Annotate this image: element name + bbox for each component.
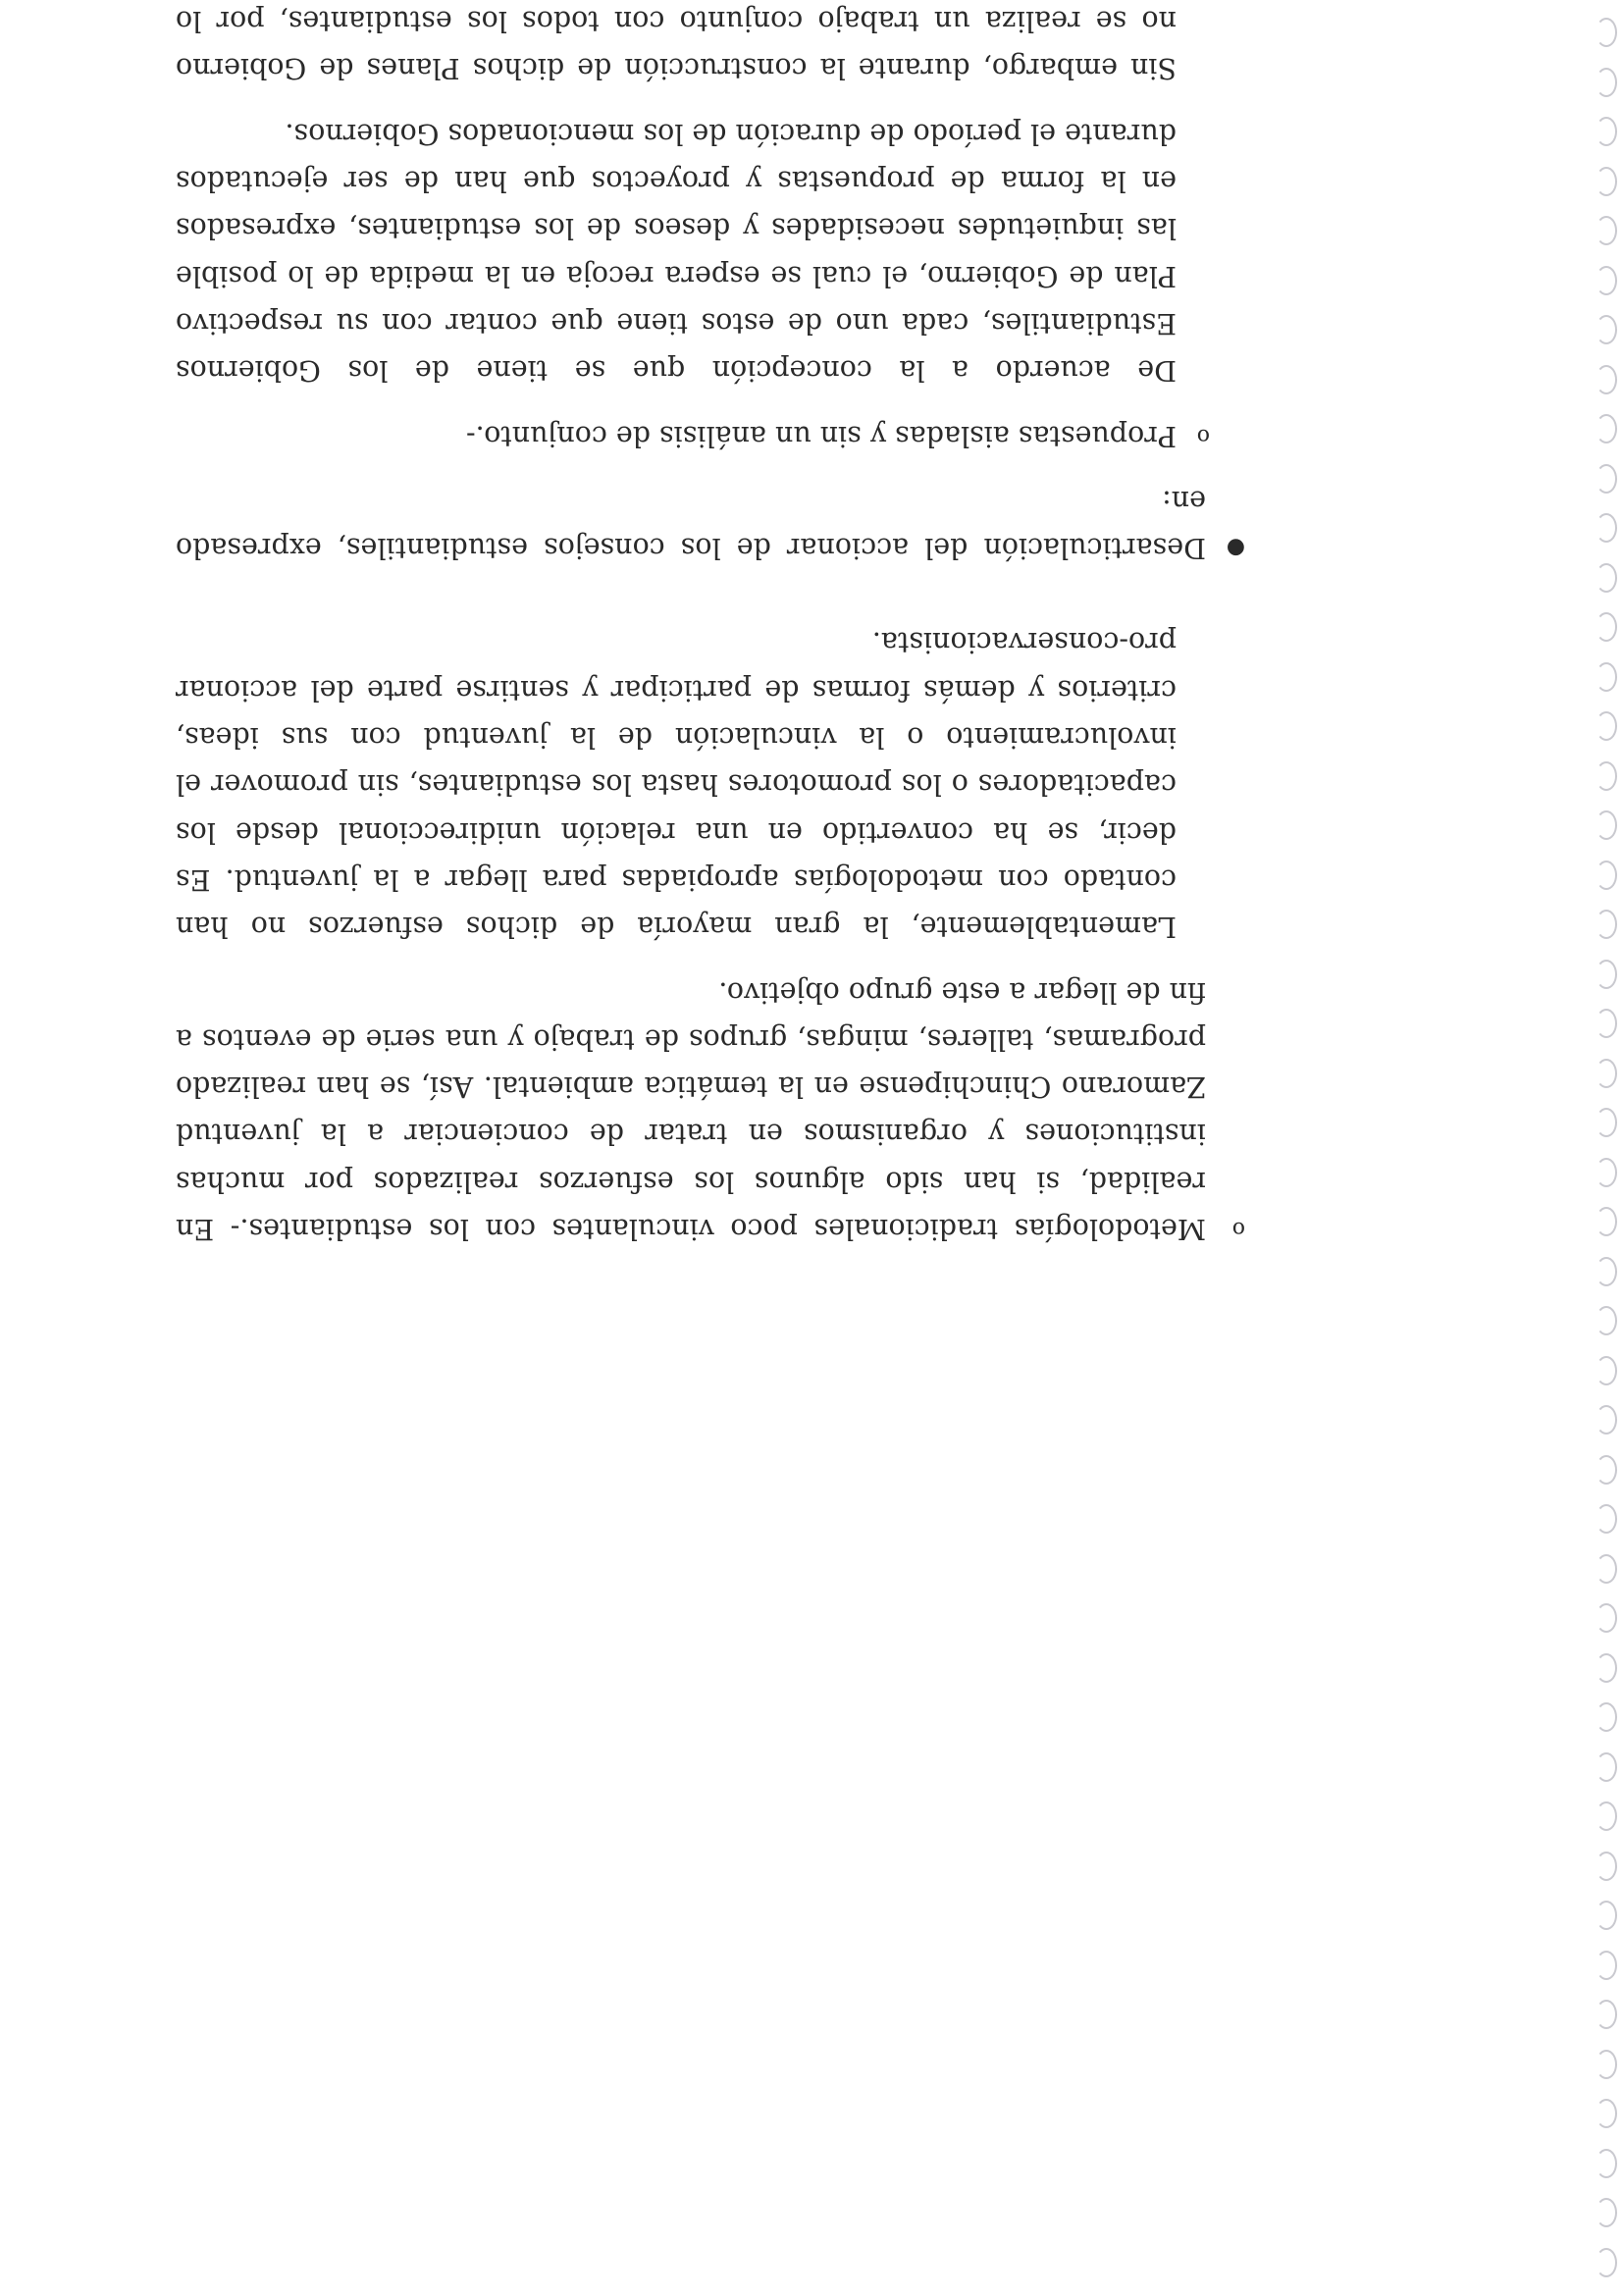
binder-hole-icon (1596, 513, 1617, 543)
methodologies-text: En realidad, si han sido algunos los esfuerzos realizados por muchas instituciones y organismos en tratar de concienciar a la juventud Zamorano Chinchipense en la temática ambiental. Así, se han realizado programas, talleres, mingas, grupos de trabajo y una serie de eventos a fin de llegar a este grupo objetivo. (175, 975, 1206, 1245)
methodologies-lead: Metodologías tradicionales poco vinculantes con los estudiantes.- (230, 1213, 1206, 1245)
binder-hole-icon (1596, 365, 1617, 394)
binder-hole-icon (1596, 1702, 1617, 1732)
binder-hole-icon (1596, 1752, 1617, 1782)
binder-hole-icon (1596, 1801, 1617, 1831)
propuestas-subitem (176, 411, 1245, 458)
binder-hole-icon (1596, 1158, 1617, 1187)
binder-hole-icon (1596, 810, 1617, 840)
text-column (176, 0, 1245, 1252)
binder-hole-icon (1596, 18, 1617, 47)
binder-hole-icon (1596, 910, 1617, 939)
binder-hole-icon (1596, 1504, 1617, 1534)
disc-bullet-icon: ● (1226, 536, 1245, 561)
binder-hole-icon (1596, 315, 1617, 344)
binder-hole-icon (1596, 612, 1617, 642)
binder-hole-icon (1596, 1455, 1617, 1485)
binder-hole-icon (1596, 464, 1617, 494)
propuestas-text: Propuestas aisladas y sin un análisis de conjunto.- (465, 419, 1177, 452)
circle-bullet-icon: o (1231, 1217, 1245, 1241)
binder-holes (1564, 0, 1623, 2296)
circle-bullet-icon: o (1196, 423, 1210, 448)
binder-hole-icon (1596, 1257, 1617, 1286)
binder-hole-icon (1596, 1059, 1617, 1088)
binder-hole-icon (1596, 1554, 1617, 1584)
binder-hole-icon (1596, 1653, 1617, 1683)
binder-hole-icon (1596, 861, 1617, 890)
binder-hole-icon (1596, 1207, 1617, 1236)
binder-hole-icon (1596, 662, 1617, 692)
methodologies-item (176, 967, 1245, 1252)
paragraph-lamentablemente: Lamentablemente, la gran mayoría de dichos esfuerzos no han contado con metodologías apropiadas para llegar a la juventud. Es decir, se ha convertido en una relación unidireccional desde los capacitadores o los promotores hasta los estudiantes, sin promover el involucramiento o la vinculación de la juventud con sus ideas, criterios y demás formas de participar y sentirse parte del accionar pro-conservacionista. (176, 626, 1177, 944)
desarticulacion-bullet (176, 477, 1245, 572)
binder-hole-icon (1596, 1852, 1617, 1881)
paragraph-de-acuerdo: De acuerdo a la concepción que se tiene de los Gobiernos Estudiantiles, cada uno de estos tiene que contar con su respectivo Plan de Gobierno, el cual se espera recoja en la medida de lo posible las inquietudes necesidades y deseos de los estudiantes, expresados en la forma de propuestas y proyectos que han de ser ejecutados durante el período de duración de los mencionados Gobiernos. (176, 117, 1177, 388)
binder-hole-icon (1596, 761, 1617, 791)
binder-hole-icon (1596, 2050, 1617, 2079)
paragraph-sin-embargo: Sin embargo, durante la construcción de dichos Planes de Gobierno no se realiza un trabajo conjunto con todos los estudiantes, por lo (176, 5, 1177, 85)
binder-hole-icon (1596, 1108, 1617, 1137)
binder-hole-icon (1596, 1901, 1617, 1930)
binder-hole-icon (1596, 1009, 1617, 1038)
binder-hole-icon (1596, 2099, 1617, 2128)
binder-hole-icon (1596, 2248, 1617, 2277)
binder-hole-icon (1596, 1603, 1617, 1633)
binder-hole-icon (1596, 167, 1617, 196)
binder-hole-icon (1596, 2198, 1617, 2227)
desarticulacion-text: Desarticulación del accionar de los consejos estudiantiles, expresado en: (176, 484, 1206, 565)
binder-hole-icon (1596, 1306, 1617, 1335)
binder-hole-icon (1596, 68, 1617, 97)
binder-hole-icon (1596, 711, 1617, 741)
binder-hole-icon (1596, 2000, 1617, 2029)
binder-hole-icon (1596, 266, 1617, 295)
binder-hole-icon (1596, 1405, 1617, 1435)
binder-hole-icon (1596, 117, 1617, 146)
binder-hole-icon (1596, 960, 1617, 989)
binder-hole-icon (1596, 1356, 1617, 1385)
binder-hole-icon (1596, 563, 1617, 593)
binder-hole-icon (1596, 2149, 1617, 2178)
binder-hole-icon (1596, 1951, 1617, 1980)
binder-hole-icon (1596, 216, 1617, 245)
binder-hole-icon (1596, 414, 1617, 444)
